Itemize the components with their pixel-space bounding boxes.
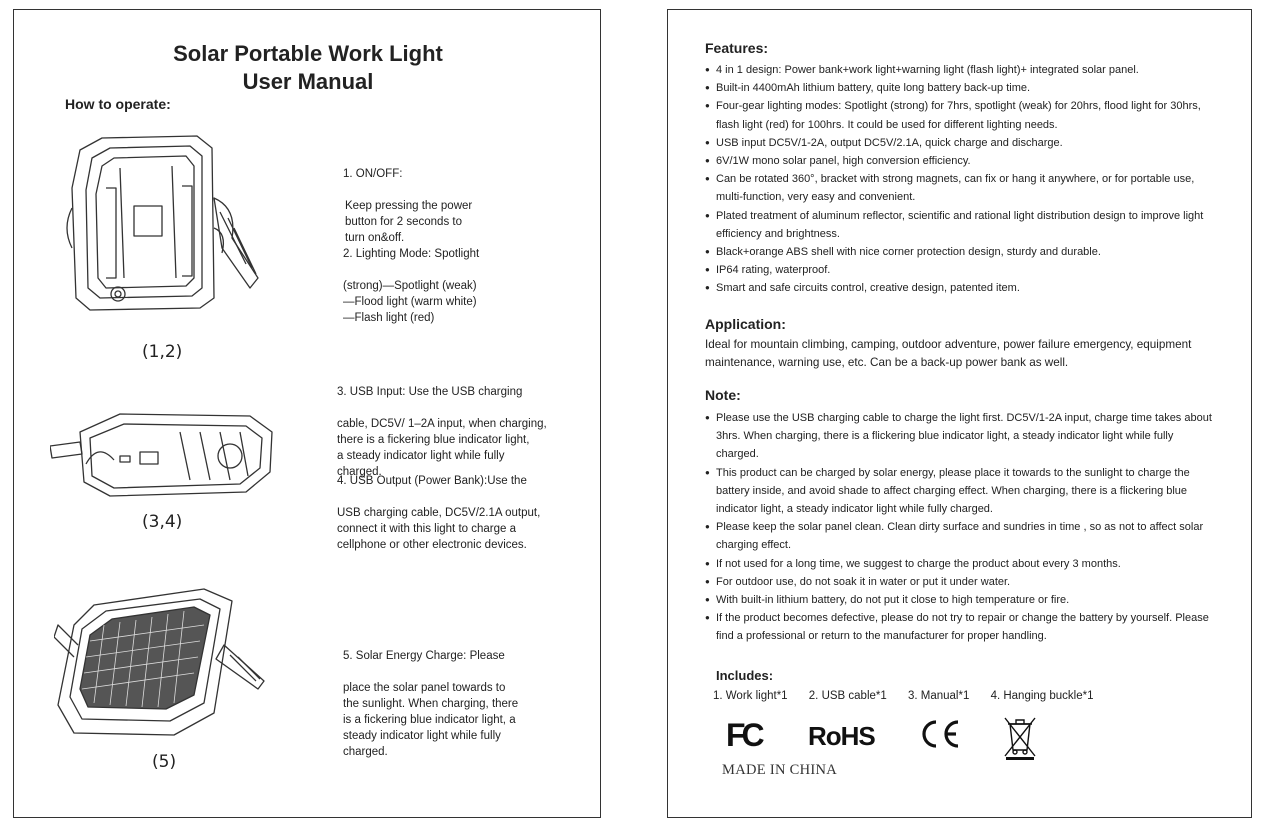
weee-bin-icon bbox=[1002, 714, 1038, 760]
note-item: ● Please use the USB charging cable to charge the light first. DC5V/1-2A input, charge time takes about 3hrs. When charging, there is a flickering blue indicator light, a steady indicator light while fully charged. bbox=[705, 409, 1215, 464]
note-item: ● Please keep the solar panel clean. Clean dirty surface and sundries in time , so as not to affect solar charging effect. bbox=[705, 518, 1215, 554]
manual-title-line1: Solar Portable Work Light bbox=[173, 41, 443, 66]
instruction-3-text: cable, DC5V/ 1–2A input, when charging, there is a fickering blue indicator light, a steady indicator light while fully charged. bbox=[337, 418, 547, 478]
includes-heading: Includes: bbox=[716, 668, 774, 683]
note-item: ● For outdoor use, do not soak it in water or put it under water. bbox=[705, 573, 1215, 591]
instruction-4 bbox=[337, 457, 540, 569]
instruction-1-text: Keep pressing the power button for 2 seconds to turn on&off. bbox=[345, 200, 473, 244]
instruction-2-heading: 2. Lighting Mode: Spotlight bbox=[343, 248, 480, 260]
feature-item: ● USB input DC5V/1-2A, output DC5V/2.1A, quick charge and discharge. bbox=[705, 134, 1215, 152]
instruction-4-heading: 4. USB Output (Power Bank):Use the bbox=[337, 475, 527, 487]
note-item: ● If the product becomes defective, please do not try to repair or change the battery by yourself. Please find a professional or return to the manufacturer for proper handling. bbox=[705, 609, 1215, 645]
feature-item: ● Built-in 4400mAh lithium battery, quite long battery back-up time. bbox=[705, 79, 1215, 97]
made-in-china-label: MADE IN CHINA bbox=[722, 762, 838, 778]
instruction-5-text: place the solar panel towards to the sunlight. When charging, there is a fickering blue indicator light, a steady indicator light while fully charged. bbox=[343, 682, 519, 758]
includes-list bbox=[713, 690, 1112, 702]
svg-text:RoHS: RoHS bbox=[808, 721, 875, 751]
figure-label-3-4: (3,4) bbox=[142, 512, 183, 532]
features-list bbox=[705, 61, 1215, 298]
includes-item: 1. Work light*1 bbox=[713, 690, 788, 702]
feature-item: ● IP64 rating, waterproof. bbox=[705, 261, 1215, 279]
feature-item: ● Can be rotated 360°, bracket with strong magnets, can fix or hang it anywhere, or for portable use, multi-function, very easy and convenient. bbox=[705, 170, 1215, 206]
instruction-4-text: USB charging cable, DC5V/2.1A output, connect it with this light to charge a cellphone or other electronic devices. bbox=[337, 507, 541, 551]
feature-item: ● Plated treatment of aluminum reflector, scientific and rational light distribution design to improve light efficiency and brightness. bbox=[705, 207, 1215, 243]
rohs-logo-icon bbox=[808, 716, 878, 752]
ce-mark-icon bbox=[918, 716, 968, 752]
manual-title-line2: User Manual bbox=[242, 69, 374, 94]
how-to-operate-heading: How to operate: bbox=[65, 96, 171, 112]
includes-item: 3. Manual*1 bbox=[907, 690, 970, 702]
note-item: ● If not used for a long time, we suggest to charge the product about every 3 months. bbox=[705, 555, 1215, 573]
note-item: ● This product can be charged by solar energy, please place it towards to the sunlight to charge the battery inside, and avoid shade to affect charging effect. When charging, there is a flickering blue indicator light, a steady indicator light while fully charged. bbox=[705, 464, 1215, 519]
includes-item: 2. USB cable*1 bbox=[808, 690, 887, 702]
feature-item: ● Four-gear lighting modes: Spotlight (strong) for 7hrs, spotlight (weak) for 20hrs, flood light for 30hrs, flash light (red) for 100hrs. It could be used for different lighting needs. bbox=[705, 97, 1215, 133]
right-page bbox=[667, 9, 1252, 818]
left-page bbox=[13, 9, 601, 818]
work-light-front-illustration bbox=[62, 128, 272, 318]
application-heading: Application: bbox=[705, 316, 786, 332]
notes-list bbox=[705, 409, 1215, 646]
application-text: Ideal for mountain climbing, camping, outdoor adventure, power failure emergency, equipment maintenance, warning use, etc. Can be a back-up power bank as well. bbox=[705, 338, 1192, 369]
instruction-1-heading: 1. ON/OFF: bbox=[343, 168, 403, 180]
feature-item: ● 6V/1W mono solar panel, high conversion efficiency. bbox=[705, 152, 1215, 170]
feature-item: ● Smart and safe circuits control, creative design, patented item. bbox=[705, 279, 1215, 297]
work-light-side-usb-illustration bbox=[50, 402, 280, 512]
svg-text:FC: FC bbox=[726, 717, 761, 752]
instruction-3-heading: 3. USB Input: Use the USB charging bbox=[337, 386, 523, 398]
instruction-5-heading: 5. Solar Energy Charge: Please bbox=[343, 650, 505, 662]
note-item: ● With built-in lithium battery, do not put it close to high temperature or fire. bbox=[705, 591, 1215, 609]
figure-label-1-2: (1,2) bbox=[142, 342, 183, 362]
work-light-solar-panel-illustration bbox=[54, 585, 274, 745]
instruction-2 bbox=[343, 230, 479, 342]
feature-item: ● Black+orange ABS shell with nice corner protection design, sturdy and durable. bbox=[705, 243, 1215, 261]
features-heading: Features: bbox=[705, 40, 769, 56]
instruction-5 bbox=[343, 632, 518, 776]
note-heading: Note: bbox=[705, 387, 741, 403]
instruction-2-text: (strong)—Spotlight (weak) —Flood light (warm white) —Flash light (red) bbox=[343, 280, 477, 324]
includes-item: 4. Hanging buckle*1 bbox=[990, 690, 1094, 702]
fcc-logo-icon bbox=[726, 716, 776, 752]
figure-label-5: (5) bbox=[152, 752, 177, 772]
feature-item: ● 4 in 1 design: Power bank+work light+warning light (flash light)+ integrated solar panel. bbox=[705, 61, 1215, 79]
